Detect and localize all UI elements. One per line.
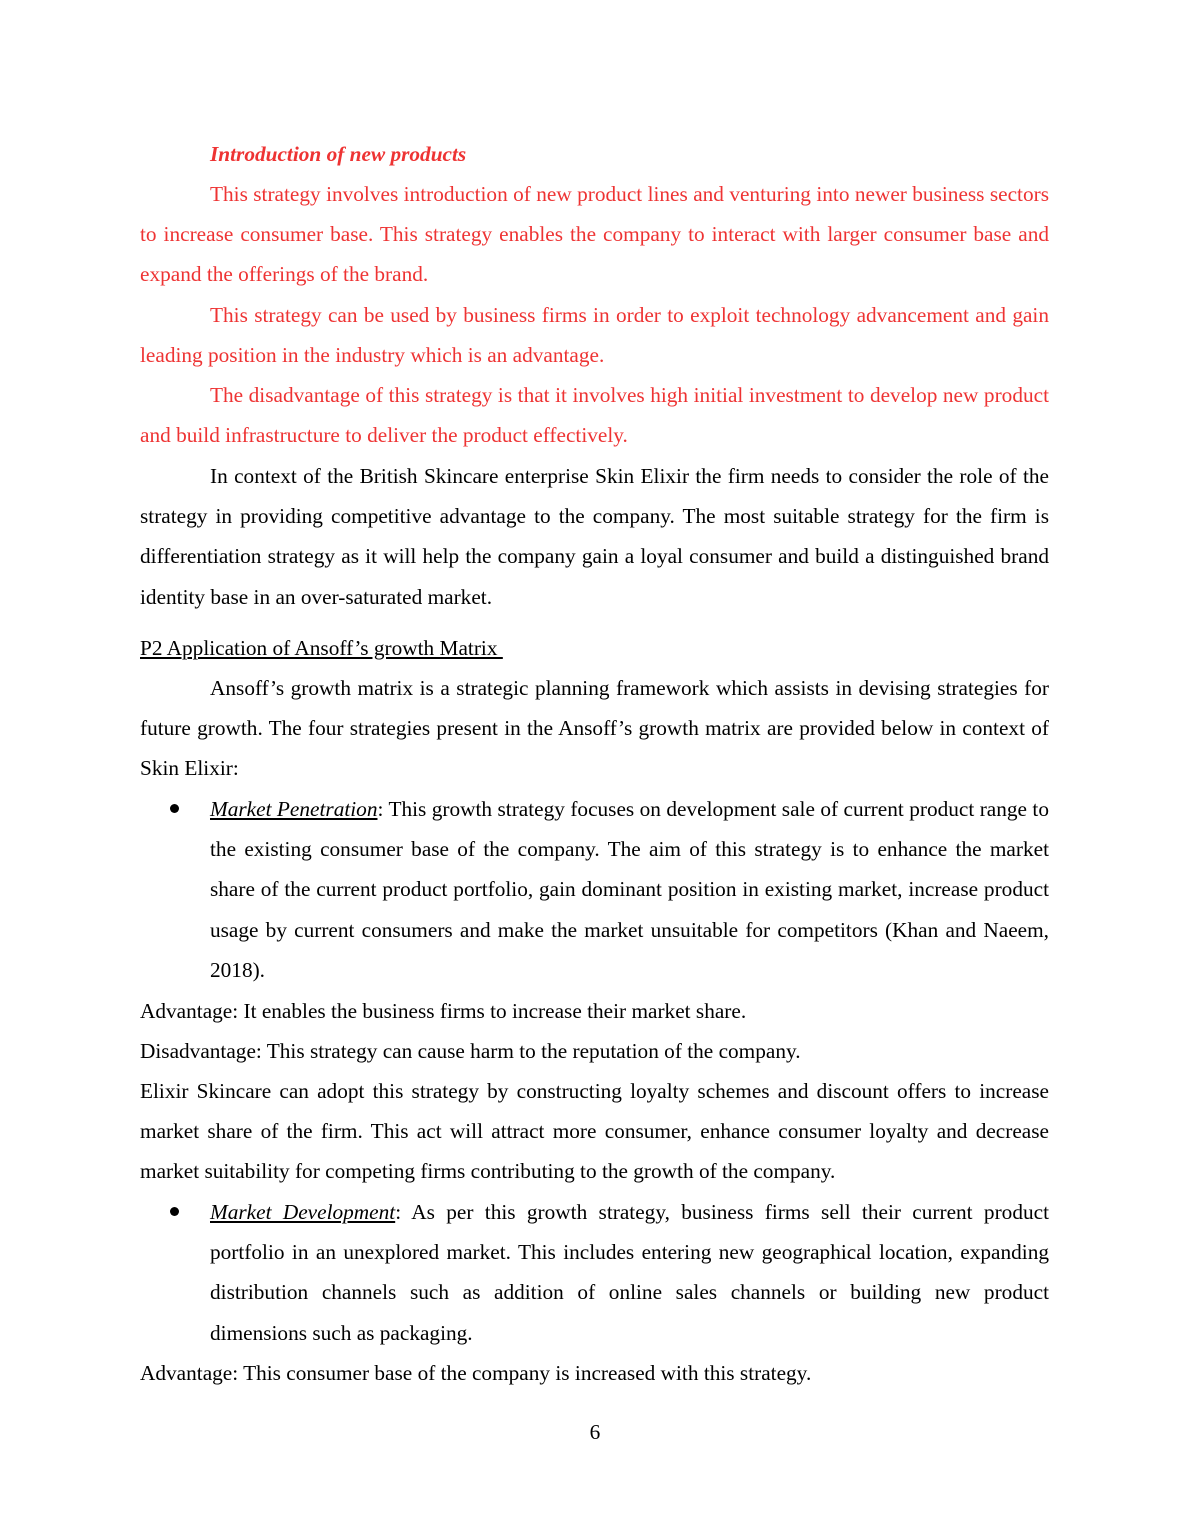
- development-advantage: Advantage: This consumer base of the company is increased with this strategy.: [140, 1361, 812, 1385]
- bullet-market-penetration: [210, 789, 1049, 990]
- bullet-market-development: [210, 1192, 1049, 1353]
- penetration-disadvantage: Disadvantage: This strategy can cause harm to the reputation of the company.: [140, 1039, 801, 1063]
- penetration-advantage: Advantage: It enables the business firms to increase their market share.: [140, 999, 747, 1023]
- section-heading-p2: P2 Application of Ansoff’s growth Matrix: [140, 636, 503, 660]
- penetration-application-paragraph: Elixir Skincare can adopt this strategy by constructing loyalty schemes and discount offers to increase market share of the firm. This act will attract more consumer, enhance consumer loyalty and decrease market suitability for competing firms contributing to the growth of the company.: [140, 1079, 1049, 1184]
- bullet-text: [210, 789, 1049, 990]
- bullet-description: : This growth strategy focuses on development sale of current product range to the existing consumer base of the company. The aim of this strategy is to enhance the market share of the current product portfolio, gain dominant position in existing market, increase product usage by current consumers and make the market unsuitable for competitors (Khan and Naeem, 2018).: [210, 797, 1049, 982]
- bullet-text: [210, 1192, 1049, 1353]
- bullet-term: Market Penetration: [210, 797, 378, 821]
- intro-paragraph-2: This strategy can be used by business firms in order to exploit technology advancement and gain leading position in the industry which is an advantage.: [140, 303, 1049, 368]
- bullet-description: : As per this growth strategy, business firms sell their current product portfolio in an unexplored market. This includes entering new geographical location, expanding distribution channels such as addition of online sales channels or building new product dimensions such as packaging.: [210, 1200, 1049, 1345]
- intro-heading: Introduction of new products: [210, 142, 467, 166]
- context-paragraph: In context of the British Skincare enterprise Skin Elixir the firm needs to consider the role of the strategy in providing competitive advantage to the company. The most suitable strategy for the firm is differentiation strategy as it will help the company gain a loyal consumer and build a distinguished brand identity base in an over-saturated market.: [140, 464, 1049, 609]
- intro-paragraph-3: The disadvantage of this strategy is that it involves high initial investment to develop new product and build infrastructure to deliver the product effectively.: [140, 383, 1049, 448]
- bullet-icon: [170, 1207, 179, 1216]
- bullet-term: Market Development: [210, 1200, 396, 1224]
- intro-paragraph-1: This strategy involves introduction of new product lines and venturing into newer business sectors to increase consumer base. This strategy enables the company to interact with larger consumer base and expand the offerings of the brand.: [140, 182, 1049, 287]
- ansoff-intro-paragraph: Ansoff’s growth matrix is a strategic planning framework which assists in devising strategies for future growth. The four strategies present in the Ansoff’s growth matrix are provided below in context of Skin Elixir:: [140, 676, 1049, 781]
- page-number: 6: [589, 1420, 601, 1444]
- bullet-icon: [170, 804, 179, 813]
